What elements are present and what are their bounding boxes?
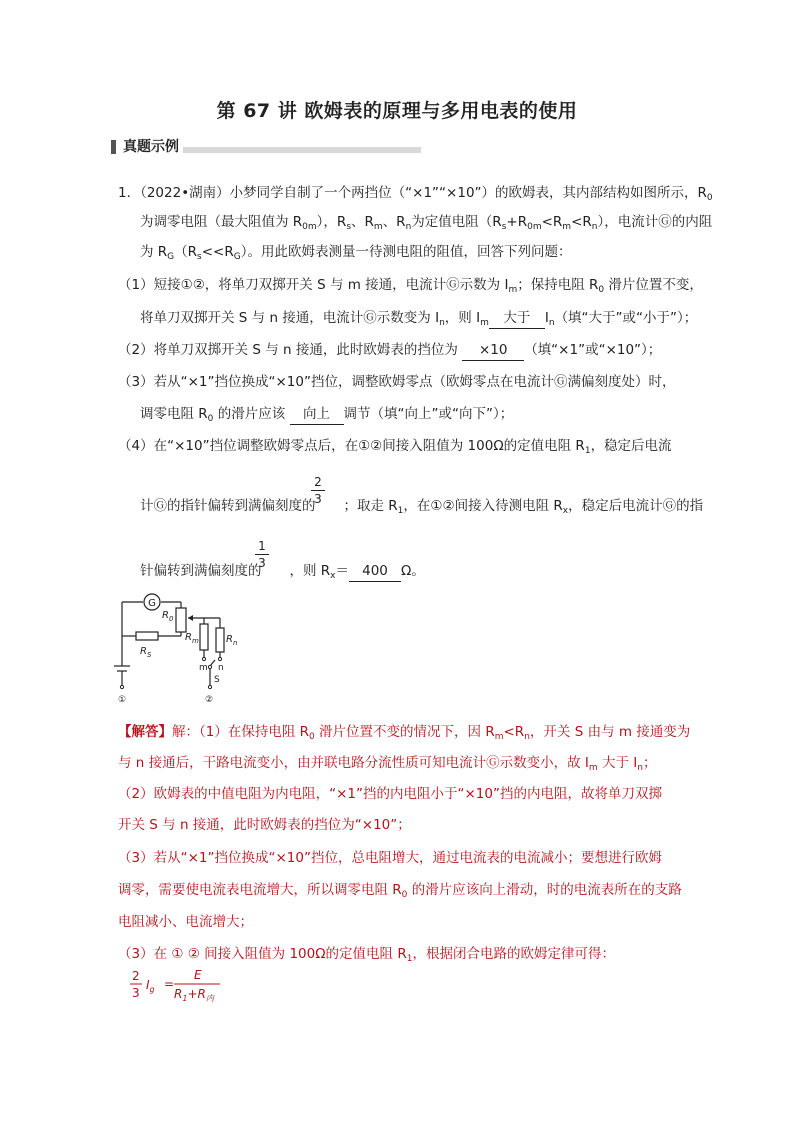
q1-line2: 为调零电阻（最大阻值为 $R_{0m}$），$R_s$、$R_m$、$R_n$为定值电阻$(R_s+R_{0m}<R_m<R_n)$，电流计Ⓖ的内阻	[140, 214, 713, 232]
q1-line3: 为 $R_G(R_s<<R_G)$。用此欧姆表测量一待测电阻的阻值，回答下列问题：	[140, 244, 572, 262]
r0-label: $R_0$	[162, 610, 174, 623]
answer-blank-4: 400	[349, 561, 401, 582]
n-label: n	[218, 663, 224, 673]
section-bar	[111, 140, 116, 154]
answer-blank-1: 大于	[489, 308, 545, 329]
rm-label: $R_m$	[185, 632, 199, 645]
galvanometer-label: G	[148, 598, 156, 609]
fraction-one-third: 1 3	[255, 539, 269, 570]
section-rule	[183, 147, 421, 153]
equation	[128, 964, 238, 1008]
page-title: 第 67 讲 欧姆表的原理与多用电表的使用	[216, 100, 578, 122]
switch-label: S	[214, 675, 220, 685]
circuit-diagram	[108, 588, 258, 710]
svg-text:2: 2	[132, 969, 140, 983]
fraction-two-thirds: 2 3	[311, 475, 325, 506]
svg-text:=: =	[164, 977, 175, 991]
solution-line6: 调零，需要使电流表电流增大，所以调零电阻 $R_0$ 的滑片应该向上滑动，时的电流表所在的支路	[118, 882, 682, 900]
answer-blank-2: ×10	[462, 340, 524, 361]
solution-line5: （3）若从“×1”挡位换成“×10”挡位，总电阻增大，通过电流表的电流减小；要想进行欧姆	[118, 850, 662, 866]
q1-part4-line3: 针偏转到满偏刻度的 ，则 $R_x= 400$ Ω。	[140, 563, 425, 581]
solution-line7: 电阻减小、电流增大；	[118, 914, 253, 930]
section-header	[111, 138, 411, 156]
solution-line2: 与 n 接通后，干路电流变小，由并联电路分流性质可知电流计Ⓖ示数变小，故 $I_m$ 大于 $I_n$；	[118, 755, 657, 773]
q1-part1-line1: （1）短接①②，将单刀双掷开关 S 与 m 接通，电流计Ⓖ示数为 $I_m$；保持电阻 $R_0$ 滑片位置不变，	[118, 277, 703, 295]
rn-label: $R_n$	[226, 634, 238, 647]
section-title: 真题示例	[123, 139, 179, 155]
svg-text:Ig: $I_g$	[146, 978, 155, 994]
q1-part3-line1: （3）若从“×1”挡位换成“×10”挡位，调整欧姆零点（欧姆零点在电流计Ⓖ满偏刻度处）时，	[118, 374, 676, 390]
solution-tag: 【解答】	[118, 724, 172, 740]
svg-text:R1+R内: $R_1+R_内$	[174, 987, 214, 1003]
svg-text:3: 3	[132, 986, 140, 1000]
answer-blank-3: 向上	[290, 404, 344, 425]
q1-part3-line2: 调零电阻 $R_0$ 的滑片应该 向上 调节（填“向上”或“向下”）；	[140, 406, 514, 424]
solution-line3: （2）欧姆表的中值电阻为内电阻，“×1”挡的内电阻小于“×10”挡的内电阻，故将单刀双掷	[118, 786, 662, 802]
q1-part4-line1: （4）在“×10”挡位调整欧姆零点后，在①②间接入阻值为 100Ω的定值电阻 $R_1$，稳定后电流	[118, 438, 672, 456]
solution-line4: 开关 S 与 n 接通，此时欧姆表的挡位为“×10”；	[118, 817, 411, 833]
m-label: m	[199, 663, 208, 673]
q1-part1-line2: 将单刀双掷开关 S 与 n 接通，电流计Ⓖ示数变为 $I_n$，则 $I_m$ 大于 $I_n$（填“大于”或“小于”）；	[140, 310, 698, 328]
svg-text:E: E	[194, 968, 202, 982]
q1-part2: （2）将单刀双掷开关 S 与 n 接通，此时欧姆表的挡位为 ×10 （填“×1”或“×10”）；	[118, 340, 661, 361]
solution-line8: （3）在 ① ② 间接入阻值为 100Ω的定值电阻 $R_1$，根据闭合电路的欧姆定律可得：	[118, 946, 615, 964]
q1-line1: 1．（2022•湖南）小梦同学自制了一个两挡位（“×1”“×10”）的欧姆表，其内部结构如图所示，$R_0$	[118, 185, 713, 203]
q1-part4-line2: 计Ⓖ的指针偏转到满偏刻度的 ；取走 $R_1$，在①②间接入待测电阻 $R_x$，稳定后电流计Ⓖ的指	[140, 498, 704, 516]
rs-label: $R_S$	[140, 646, 152, 659]
solution-line1: 【解答】解：（1）在保持电阻 $R_0$ 滑片位置不变的情况下，因 $R_m<R_n$，开关 S 由与 m 接通变为	[118, 724, 691, 742]
terminal-1: ①	[118, 695, 127, 705]
terminal-2: ②	[205, 695, 214, 705]
